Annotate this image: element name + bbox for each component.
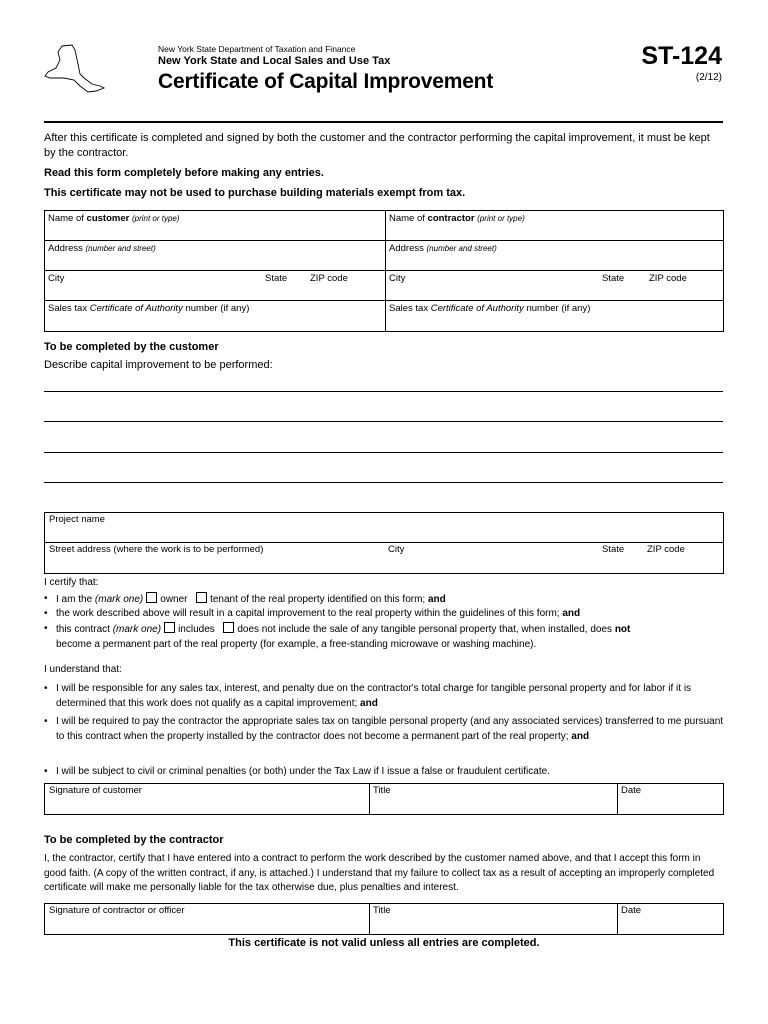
form-number: ST-124 — [641, 42, 722, 70]
contractor-title-field[interactable]: Title — [373, 905, 391, 916]
understand-intro: I understand that: — [44, 664, 122, 675]
customer-date-field[interactable]: Date — [621, 785, 642, 796]
project-table — [44, 512, 724, 574]
contractor-city-field[interactable]: City — [389, 273, 406, 284]
owner-checkbox[interactable] — [146, 592, 157, 603]
certify-intro: I certify that: — [44, 577, 99, 588]
certify-item-improvement: • the work described above will result in a capital improvement to the real property within the guidelines of this form; and — [44, 608, 581, 619]
contractor-authority-field[interactable]: Sales tax Certificate of Authority number (if any) — [389, 303, 591, 314]
understand-item-responsibility: • I will be responsible for any sales tax, interest, and penalty due on the contractor's total charge for tangible personal property and for labor if it is determined that this work does not qualify as a capital improvement; and — [44, 683, 692, 709]
contractor-zip-field[interactable]: ZIP code — [649, 273, 687, 284]
tenant-checkbox[interactable] — [196, 592, 207, 603]
customer-zip-field[interactable]: ZIP code — [310, 273, 348, 284]
description-line[interactable] — [44, 452, 723, 453]
contractor-signature-table — [44, 903, 724, 935]
contractor-date-field[interactable]: Date — [621, 905, 642, 916]
does-not-include-checkbox[interactable] — [223, 622, 234, 633]
contractor-statement: I, the contractor, certify that I have entered into a contract to perform the work described by the customer named above, and that I accept this form in good faith. (A copy of the written contract, if any, is attached.) I understand that my failure to collect tax as a result of accepting an improperly completed certificate will make me personally liable for the tax otherwise due, plus penalties and interest. — [44, 853, 715, 893]
certify-item-contract: • this contract (mark one) includes does not include the sale of any tangible personal property that, when installed, does not become a permanent part of the real property (for example, a free-standing microwave or washing machine). — [44, 623, 631, 650]
project-city-field[interactable]: City — [388, 544, 405, 555]
description-line[interactable] — [44, 421, 723, 422]
street-address-field[interactable]: Street address (where the work is to be performed) — [49, 544, 264, 555]
validity-notice: This certificate is not valid unless all entries are completed. — [228, 937, 540, 949]
customer-signature-table — [44, 783, 724, 815]
agency-name: New York State Department of Taxation and Finance — [158, 44, 356, 54]
customer-name-field[interactable]: Name of customer (print or type) — [48, 213, 180, 224]
contractor-section-heading: To be completed by the contractor — [44, 834, 224, 846]
project-name-field[interactable]: Project name — [49, 514, 105, 525]
new-york-state-map-icon — [44, 44, 106, 94]
customer-section-heading: To be completed by the customer — [44, 341, 219, 353]
understand-item-penalties: • I will be subject to civil or criminal penalties (or both) under the Tax Law if I issue a false or fraudulent certificate. — [44, 766, 550, 777]
description-line[interactable] — [44, 391, 723, 392]
contractor-address-field[interactable]: Address (number and street) — [389, 243, 497, 254]
customer-title-field[interactable]: Title — [373, 785, 391, 796]
customer-authority-field[interactable]: Sales tax Certificate of Authority number (if any) — [48, 303, 250, 314]
header-divider — [44, 121, 723, 123]
parties-table — [44, 210, 724, 332]
customer-city-field[interactable]: City — [48, 273, 65, 284]
understand-item-payment: • I will be required to pay the contractor the appropriate sales tax on tangible personal property (and any associated services) transferred to me pursuant to this contract when the property installed by the contractor does not become a permanent part of the real property; and — [44, 716, 724, 742]
describe-label: Describe capital improvement to be performed: — [44, 359, 273, 371]
intro-text: After this certificate is completed and signed by both the customer and the contractor performing the capital improvement, it must be kept by the contractor. — [44, 132, 710, 159]
includes-checkbox[interactable] — [164, 622, 175, 633]
form-revision: (2/12) — [695, 72, 722, 83]
read-notice: Read this form completely before making any entries. — [44, 167, 324, 179]
page-title: Certificate of Capital Improvement — [158, 70, 494, 93]
customer-address-field[interactable]: Address (number and street) — [48, 243, 156, 254]
description-line[interactable] — [44, 482, 723, 483]
contractor-signature-field[interactable]: Signature of contractor or officer — [49, 905, 185, 916]
customer-signature-field[interactable]: Signature of customer — [49, 785, 142, 796]
contractor-name-field[interactable]: Name of contractor (print or type) — [389, 213, 525, 224]
project-zip-field[interactable]: ZIP code — [647, 544, 685, 555]
contractor-state-field[interactable]: State — [602, 273, 625, 284]
project-state-field[interactable]: State — [602, 544, 625, 555]
form-subtitle: New York State and Local Sales and Use Tax — [158, 55, 391, 67]
certify-item-role: • I am the (mark one) owner tenant of the real property identified on this form; and — [44, 593, 446, 605]
exempt-notice: This certificate may not be used to purchase building materials exempt from tax. — [44, 187, 466, 199]
customer-state-field[interactable]: State — [265, 273, 288, 284]
